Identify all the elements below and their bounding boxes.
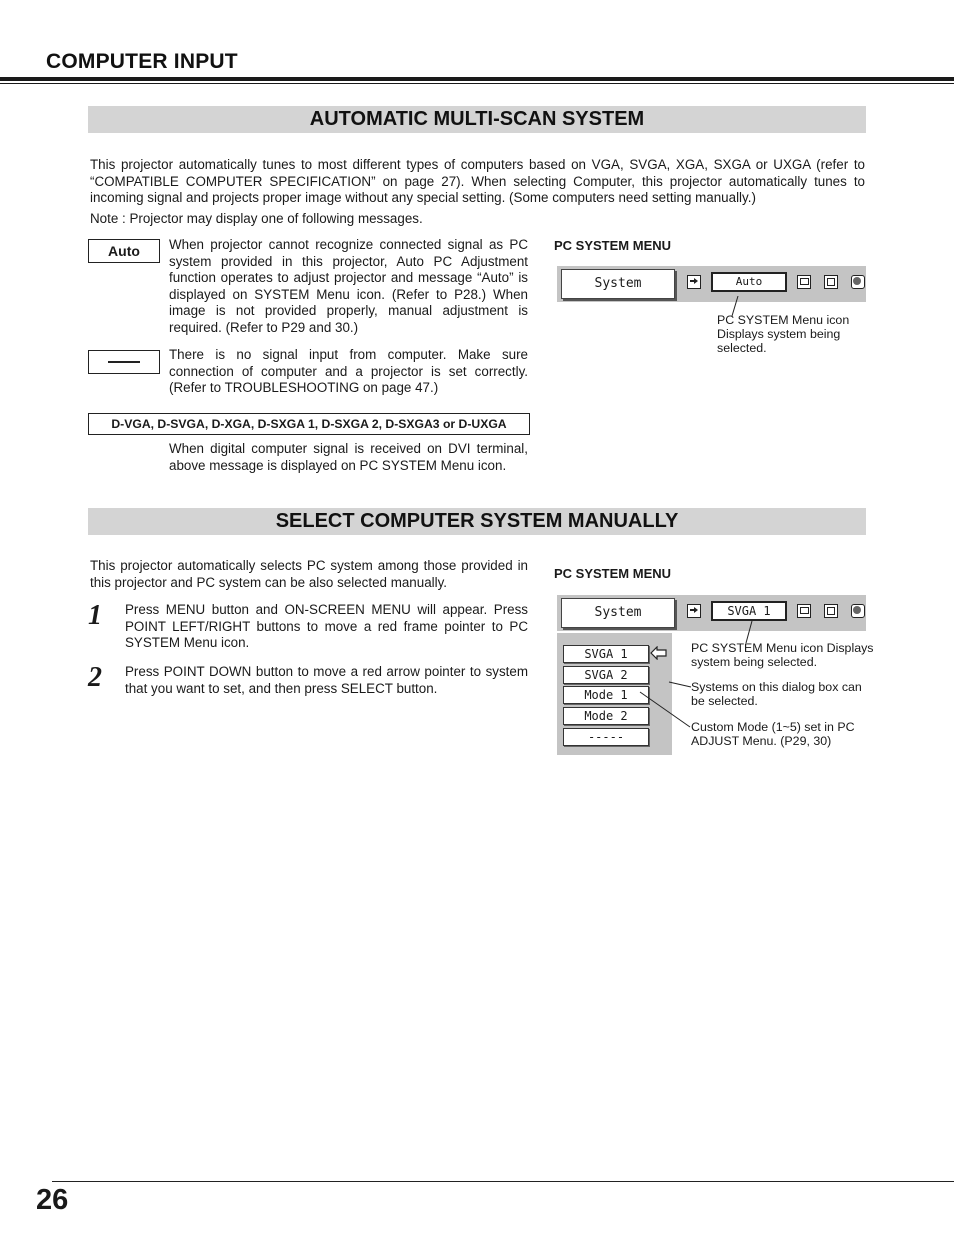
custom-mode-callout: Custom Mode (1~5) set in PC ADJUST Menu. (P29, 30) — [691, 720, 855, 749]
no-signal-desc: There is no signal input from computer. Make sure connection of computer and a projector is set correctly. (Refer to TROUBLESHOOTING on page 47.) — [169, 347, 528, 396]
header-rule-thin — [0, 83, 954, 84]
pc-system-icon-2[interactable]: SVGA 1 — [711, 601, 787, 621]
pc-system-menubar — [557, 266, 866, 302]
dash-line-icon — [108, 361, 140, 363]
dialog-callout: Systems on this dialog box can be selected. — [691, 680, 862, 709]
auto-multiscan-banner: AUTOMATIC MULTI-SCAN SYSTEM — [88, 106, 866, 133]
manual-select-intro: This projector automatically selects PC system among those provided in this projector and PC system can be also selected manually. — [90, 558, 528, 590]
auto-message-box: Auto — [88, 239, 160, 263]
pc-system-menubar-2 — [557, 595, 866, 631]
pc-adjust-icon[interactable] — [797, 275, 811, 289]
pc-adjust-icon-2[interactable] — [797, 604, 811, 618]
no-signal-box — [88, 350, 160, 374]
pc-system-menu-label-2: PC SYSTEM MENU — [554, 566, 672, 581]
dialog-item-mode2[interactable]: Mode 2 — [563, 707, 649, 725]
pc-system-menu-label: PC SYSTEM MENU — [554, 238, 672, 253]
dialog-item-svga2[interactable]: SVGA 2 — [563, 666, 649, 684]
menu-icon-callout-2: PC SYSTEM Menu icon Displays system being selected. — [691, 641, 874, 670]
digital-message-desc: When digital computer signal is received on DVI terminal, above message is displayed on PC SYSTEM Menu icon. — [169, 441, 528, 473]
dialog-item-mode1[interactable]: Mode 1 — [563, 686, 649, 704]
input-icon[interactable] — [687, 275, 701, 289]
step-number-1: 1 — [88, 600, 102, 631]
system-button-2[interactable]: System — [561, 598, 675, 628]
page-number: 26 — [36, 1184, 69, 1216]
pc-system-icon[interactable]: Auto — [711, 272, 787, 292]
step-number-2: 2 — [88, 662, 102, 693]
input-icon-2[interactable] — [687, 604, 701, 618]
menu-icon-callout: PC SYSTEM Menu icon Displays system being selected. — [717, 313, 850, 356]
system-button[interactable]: System — [561, 269, 675, 299]
note-text: Note : Projector may display one of following messages. — [90, 211, 423, 226]
image-select-icon[interactable] — [851, 275, 865, 289]
screen-icon-2[interactable] — [824, 604, 838, 618]
auto-message-desc: When projector cannot recognize connected signal as PC system provided in this projector, Auto PC Adjustment function operates to adjust projector and message “Auto” is displayed on SYSTEM Menu icon. (Refer to P28.) When image is not provided properly, manual adjustment is required. (Refer to P29 and 30.) — [169, 237, 528, 335]
image-select-icon-2[interactable] — [851, 604, 865, 618]
step-1-text: Press MENU button and ON-SCREEN MENU will appear. Press POINT LEFT/RIGHT buttons to move a red frame pointer to PC SYSTEM Menu icon. — [125, 602, 528, 651]
auto-multiscan-intro: This projector automatically tunes to most different types of computers based on VGA, SVGA, XGA, SXGA or UXGA (refer to “COMPATIBLE COMPUTER SPECIFICATION” on page 27). When selecting Computer, this projector automatically tunes to incoming signal and projects proper image without any special setting. (Some computers need setting manually.) — [90, 157, 865, 206]
digital-message-box: D-VGA, D-SVGA, D-XGA, D-SXGA 1, D-SXGA 2, D-SXGA3 or D-UXGA — [88, 413, 530, 435]
dialog-item-svga1[interactable]: SVGA 1 — [563, 645, 649, 663]
callout-lines-2 — [630, 620, 700, 740]
step-2-text: Press POINT DOWN button to move a red arrow pointer to system that you want to set, and then press SELECT button. — [125, 664, 528, 696]
header-rule — [0, 77, 954, 81]
dialog-item-blank[interactable]: ----- — [563, 728, 649, 746]
section-title: COMPUTER INPUT — [46, 50, 238, 73]
screen-icon[interactable] — [824, 275, 838, 289]
manual-select-banner: SELECT COMPUTER SYSTEM MANUALLY — [88, 508, 866, 535]
footer-rule — [52, 1181, 954, 1182]
